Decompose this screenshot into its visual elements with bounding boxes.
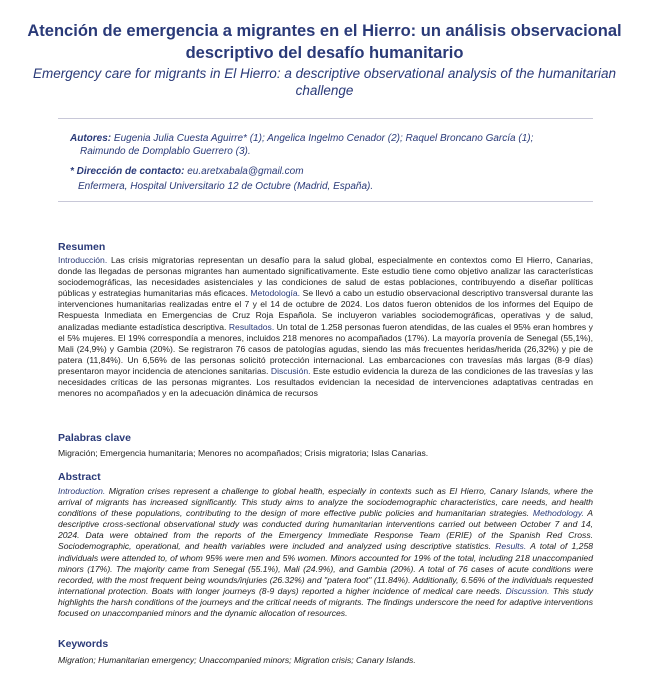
- palabras-clave-text: Migración; Emergencia humanitaria; Menores no acompañados; Crisis migratoria; Islas Canarias.: [58, 448, 429, 458]
- abstract-method-label: Methodology.: [532, 508, 584, 519]
- palabras-clave-heading: Palabras clave: [58, 432, 131, 444]
- authors-box: [58, 118, 593, 202]
- contact-label: * Dirección de contacto:: [70, 166, 185, 177]
- abstract-method-text: A descriptive cross-sectional observational study was conducted during humanitarian interventions carried out between October 7 and 14, 2024. Data were obtained from the reports of the Emergency Immediate Response Team (ERIE) of the Spanish Red Cross. Sociodemographic, operational, and health variables were included and analyzed using descriptive statistics.: [58, 508, 593, 552]
- authors-list: Eugenia Julia Cuesta Aguirre* (1); Angelica Ingelmo Cenador (2); Raquel Broncano García (1);: [113, 133, 534, 144]
- resumen-results-label: Resultados.: [228, 321, 275, 332]
- abstract-results-label: Results.: [495, 541, 527, 552]
- resumen-heading: Resumen: [58, 241, 106, 253]
- paper-title: Atención de emergencia a migrantes en el Hierro: un análisis observacional descriptivo del desafío humanitario: [27, 22, 622, 62]
- authors-line-1: [70, 132, 533, 145]
- abstract-intro-text: Migration crises represent a challenge to global health, especially in contexts such as El Hierro, Canary Islands, where the arrival of migrants has increased significantly. This study aims to analyze the sociodemographic characteristics, care needs, and health conditions of these populations, contributing to the design of more effective public policies and humanitarian strategies.: [58, 486, 593, 519]
- resumen-results-text: Un total de 1.258 personas fueron atendidas, de las cuales el 95% eran hombres y el 5% mujeres. El 19% correspondía a menores, incluidos 218 menores no acompañados (17%). La mayoría provenía de Senegal (55,1%), Mali (24,9%) y Gambia (20%). Se registraron 76 casos de patologías agudas, siendo las más frecuentes heridas/herida (26,32%) y pie de patera (11,84%). Un 6,56% de las personas solicitó protección internacional. Las embarcaciones con travesías más largas (8-9 días) presentaron mayor incidencia de atenciones sanitarias.: [58, 321, 593, 376]
- resumen-method-text: Se llevó a cabo un estudio observacional descriptivo transversal durante las intervenciones humanitarias realizadas entre el 7 y el 14 de octubre de 2024. Los datos fueron obtenidos de los informes del Equipo de Respuesta Inmediata en Emergencias de Cruz Roja Española. Se incluyeron variables sociodemográficas, operativas y de salud, analizadas mediante estadística descriptiva.: [58, 288, 593, 332]
- contact-affiliation: Enfermera, Hospital Universitario 12 de Octubre (Madrid, España).: [78, 181, 374, 192]
- abstract-body: [58, 486, 593, 619]
- abstract-heading: Abstract: [58, 471, 101, 483]
- abstract-results-text: A total of 1,258 individuals were attended to, of whom 95% were men and 5% women. Minors accounted for 19% of the total, including 218 unaccompanied minors (17%). The majority came from Senegal (55.1%), Mali (24.9%), and Gambia (20%). A total of 76 cases of acute conditions were recorded, with the most frequent being wounds/injuries (26.32%) and "patera foot" (11.84%). Additionally, 6.56% of the individuals requested international protection. Boats with longer journeys (8-9 days) reported a higher incidence of medical care needs.: [58, 541, 594, 596]
- resumen-method-label: Metodología.: [250, 288, 301, 299]
- abstract-intro-label: Introduction.: [58, 486, 106, 496]
- resumen-body: [58, 255, 593, 399]
- resumen-discussion-label: Discusión.: [270, 365, 311, 376]
- resumen-discussion-text: Este estudio evidencia la dureza de las condiciones de las travesías y las necesidades críticas de las personas migrantes. Los resultados evidencian la necesidad de intervenciones adaptativas centradas en menores no acompañados y en la adecuación dinámica de recursos: [58, 365, 593, 399]
- contact-email[interactable]: eu.aretxabala@gmail.com: [187, 166, 304, 177]
- resumen-intro-text: Las crisis migratorias representan un desafío para la salud global, especialmente en contextos como El Hierro, Canarias, donde las llegadas de personas migrantes han aumentado significativamente. Este estudio tiene como objetivo analizar las características sociodemográficas, las necesidades asistenciales y las condiciones de salud de estas poblaciones, contribuyendo a diseñar políticas públicas y estrategias humanitarias más eficaces.: [58, 255, 593, 299]
- keywords-text: Migration; Humanitarian emergency; Unaccompanied minors; Migration crisis; Canary Islands.: [58, 655, 416, 665]
- authors-line-2: Raimundo de Domplablo Guerrero (3).: [80, 146, 251, 157]
- abstract-discussion-text: This study highlights the harsh conditions of the journeys and the critical needs of migrants. The findings underscore the need for adaptive interventions focused on unaccompanied minors and the dynamic allocation of resources.: [58, 585, 593, 619]
- keywords-heading: Keywords: [58, 638, 109, 650]
- authors-label: Autores:: [70, 133, 112, 144]
- resumen-intro-label: Introducción.: [58, 255, 108, 265]
- abstract-discussion-label: Discussion.: [505, 585, 550, 596]
- contact-line: [70, 165, 304, 178]
- paper-title-english: Emergency care for migrants in El Hierro: a descriptive observational analysis of the humanitarian challenge: [32, 66, 617, 98]
